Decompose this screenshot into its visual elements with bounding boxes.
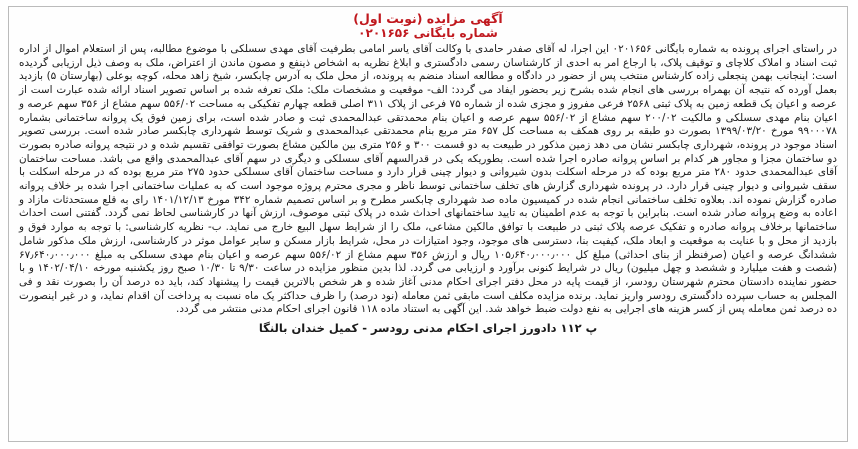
notice-signature: پ ۱۱۲ دادورز اجرای احکام مدنی رودسر - کمیل خندان بالنگا [258, 321, 598, 336]
case-number: شماره بایگانی ۰۲۰۱۶۵۶ [358, 26, 498, 40]
notice-body: در راستای اجرای پرونده به شماره بایگانی ۰۲۰۱۶۵۶ این اجرا، له آقای صفدر حامدی با وکالت آقای یاسر امامی بطرفیت آقای مهدی سسلکی با موضوع مطالبه، پس از استعلام اموال از اداره ثبت اسناد و املاک کلاچای و توقیف پلاک، با ارجاع امر به احدی از کارشناسان رسمی دادگستری و ابلاغ نظریه به اشخاص ذینفع و مصون ماندن از اعتراض، ملک به وصف ذیل ارزیابی گردیده است: اینجانب بهمن پنجعلی زاده کارشناس منتخب پس از حضور در دادگاه و مطالعه اسناد منضم به پرونده، از محل ملک به آدرس چابکسر، شیخ زاهد محله، کوچه بوعلی (بهارستان ۵) بازدید بعمل آورده که نتیجه آن بهمراه بررسی های انجام شده بشرح زیر بحضور ایفاد می گردد: الف- موقعیت و مشخصات ملک: ملک تعرفه شده بر اساس تصویر اسناد ارائه شده عبارت است از عرصه و اعیان یک قطعه زمین به پلاک ثبتی ۲۵۶۸ فرعی مفروز و مجزی شده از شماره ۷۵ فرعی از پلاک ۳۱۱ اصلی قطعه چهارم تفکیکی به مساحت ۵۵۶/۰۲ سهم مشاع از ۳۵۶ سهم عرصه و اعیان بنام مهدی سسلکی و مالکیت ۲۰۰/۰۲ سهم مشاع از ۵۵۶/۰۲ سهم عرصه و اعیان بنام محمدتقی عبدالمحمدی ثبت و صادر شده است، برای زمین فوق یک پروانه ساختمانی بشماره ۹۹۰۰۰۷۸ مورخ ۱۳۹۹/۰۳/۲۰ بصورت دو طبقه بر روی همکف به مساحت کل ۶۵۷ متر مربع بنام محمدتقی عبدالمحمدی و شریک توسط شهرداری چابکسر صادر شده است. بررسی تصویر اسناد موجود در پرونده، شهرداری چابکسر نشان می دهد زمین مذکور در طبیعت به دو قسمت ۳۰۰ و ۲۵۶ متری بین مالکین مشاع بصورت توافقی تقسیم شده و در نتیجه پروانه صادره بصورت دو ساختمان مجزا و مجاور هر کدام بر اساس پروانه صادره اجرا شده است. بطوریکه یکی در قدرالسهم آقای سسلکی و دیگری در سهم آقای عبدالمحمدی واقع می باشد. مساحت ساختمان آقای عبدالمحمدی حدود ۲۸۰ متر مربع بوده که در مرحله اسکلت بدون شیروانی و دیوار چینی قرار دارد و مساحت ساختمان آقای سسلکی حدود ۲۷۵ متر مربع بوده که در مرحله اسکلت با سقف شیروانی و دیوار چینی قرار دارد. در پرونده شهرداری گزارش های تخلف ساختمانی توسط ناظر و مجری محترم پروژه موجود است که به عملیات ساختمانی اجرا شده بر خلاف پروانه صادره گزارش نموده اند. بعلاوه تخلف ساختمانی انجام شده در کمیسیون ماده صد شهرداری چابکسر مطرح و بر اساس تصمیم شماره ۳۴۲ مورخ ۱۴۰۱/۱۲/۱۳ رای به قلع مستحدثات مازاد و اعاده به وضع پروانه صادر شده است. بنابراین با توجه به عدم اطمینان به تایید ساختمانهای احداث شده در پلاک ثبتی موصوف، ارزش آنها در کارشناسی لحاظ نمی گردد. گفتنی است احداث ساختمانها برخلاف پروانه صادره و تفکیک عرصه پلاک ثبتی در طبیعت با توافق مالکین مشاعی، ملک را از شرایط سهل البیع خارج می نماید. ب- نظریه کارشناسی: با توجه به موارد فوق و بازدید از محل و با عنایت به موقعیت و ابعاد ملک، کیفیت بنا، دسترسی های موجود، وجود امتیازات در محل، شرایط بازار مسکن و سایر عوامل موثر در کارشناسی، ارزش ملک مذکور شامل ششدانگ عرصه و اعیان (صرفنظر از بنای احداثی) مبلغ کل ۱۰۵٫۶۴۰٫۰۰۰٫۰۰۰ ریال و ارزش ۳۵۶ سهم مشاع از ۵۵۶/۰۲ سهم عرصه و اعیان بنام مهدی سسلکی به مبلغ ۶۷٫۶۴۰٫۰۰۰٫۰۰۰ (شصت و هفت میلیارد و ششصد و چهل میلیون) ریال در شرایط کنونی برآورد و ارزیابی می گردد. لذا بدین منظور مزایده در ساعت ۹/۳۰ تا ۱۰/۳۰ صبح روز یکشنبه مورخه ۱۴۰۲/۰۴/۱۰ و با حضور نماینده دادستان محترم شهرستان رودسر، از قیمت پایه در محل دفتر اجرای احکام مدنی آغاز شده و هر شخص بالاترین قیمت را پیشنهاد کند، باید ده درصد آن را بصورت نقد و فی المجلس به حساب سپرده دادگستری رودسر واریز نماید. برنده مزایده مکلف است مابقی ثمن معامله (نود درصد) را ظرف حداکثر یک ماه نسبت به پرداخت آن اقدام نماید، و در غیر اینصورت ده درصد ثمن معامله پس از کسر هزینه های اجرایی به نفع دولت ضبط خواهد شد. این آگهی به استناد ماده ۱۱۸ قانون اجرای احکام مدنی منتشر می گردد. [19, 43, 838, 316]
notice-title: آگهی مزایده (نوبت اول) [353, 11, 503, 26]
auction-notice [8, 6, 848, 442]
